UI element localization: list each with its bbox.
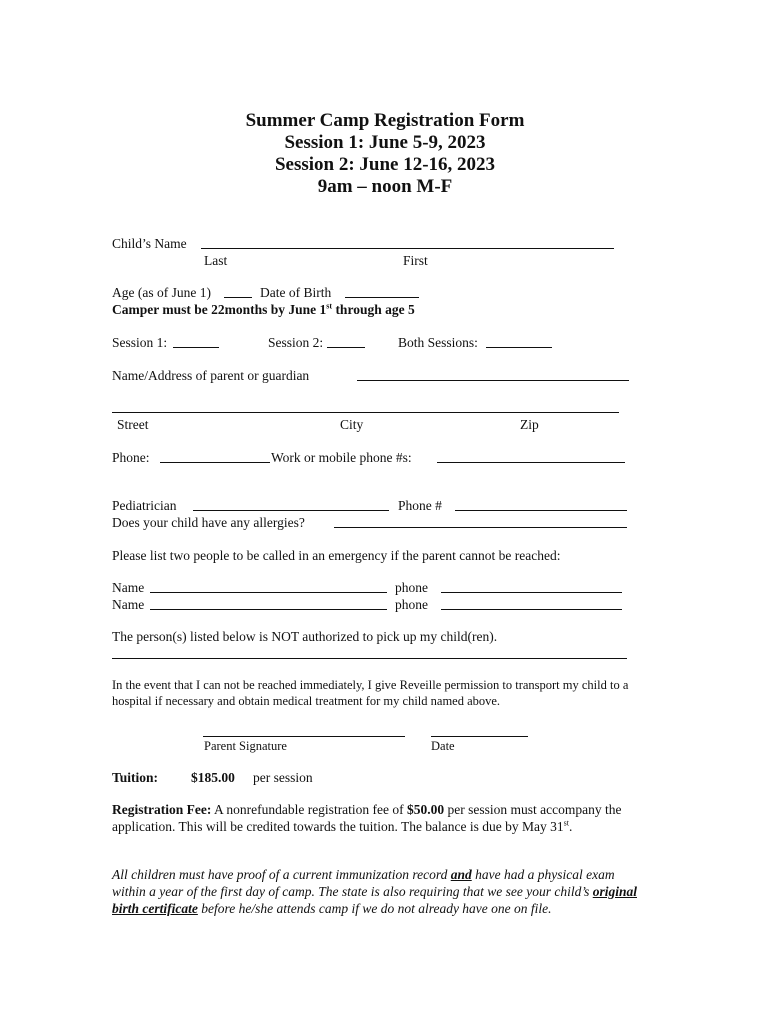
form-title: Summer Camp Registration Form bbox=[245, 110, 525, 131]
phone-label: Phone: bbox=[112, 450, 150, 465]
tuition-amount: $185.00 bbox=[191, 770, 235, 785]
emergency-phone-1-field[interactable] bbox=[441, 592, 622, 593]
allergies-label: Does your child have any allergies? bbox=[112, 515, 305, 530]
registration-fee-text-a: A nonrefundable registration fee of bbox=[211, 802, 408, 817]
street-caption: Street bbox=[117, 417, 149, 432]
emergency-name-1-label: Name bbox=[112, 580, 145, 595]
session-2-label: Session 2: bbox=[268, 335, 324, 350]
work-phone-field[interactable] bbox=[437, 462, 625, 463]
session-1-field[interactable] bbox=[173, 347, 219, 348]
session-2-dates: Session 2: June 12-16, 2023 bbox=[274, 154, 496, 175]
age-requirement-tail: through age 5 bbox=[332, 302, 415, 317]
not-authorized-field[interactable] bbox=[112, 658, 627, 659]
tuition-label: Tuition: bbox=[112, 770, 159, 785]
emergency-phone-2-label: phone bbox=[395, 597, 428, 612]
notice-and: and bbox=[450, 867, 472, 882]
work-phone-label: Work or mobile phone #s: bbox=[271, 450, 412, 465]
city-caption: City bbox=[340, 417, 364, 432]
address-field[interactable] bbox=[112, 412, 619, 413]
notice-text-a: All children must have proof of a current immunization record bbox=[112, 867, 451, 882]
parent-name-address-label: Name/Address of parent or guardian bbox=[112, 368, 310, 383]
age-requirement-text: Camper must be 22months by June 1 bbox=[112, 302, 327, 317]
registration-fee-paragraph bbox=[112, 801, 647, 835]
age-requirement-sup: st bbox=[326, 301, 333, 311]
session-1-dates: Session 1: June 5-9, 2023 bbox=[284, 132, 486, 153]
session-1-label: Session 1: bbox=[112, 335, 168, 350]
parent-name-field[interactable] bbox=[357, 380, 629, 381]
childs-name-field[interactable] bbox=[201, 248, 614, 249]
emergency-name-2-label: Name bbox=[112, 597, 145, 612]
not-authorized-label: The person(s) listed below is NOT authorized to pick up my child(ren). bbox=[112, 629, 498, 644]
notice-text-c: before he/she attends camp if we do not already have one on file. bbox=[197, 901, 552, 916]
signature-field[interactable] bbox=[203, 736, 405, 737]
first-name-caption: First bbox=[403, 253, 428, 268]
immunization-notice bbox=[112, 866, 647, 917]
tuition-per-session: per session bbox=[253, 770, 313, 785]
signature-caption: Parent Signature bbox=[204, 739, 287, 753]
notice-text-b: have had a physical exam within a year of the first day of camp. The state is also requiring that we see your child’s bbox=[112, 867, 615, 899]
age-field[interactable] bbox=[224, 297, 252, 298]
date-caption: Date bbox=[431, 739, 455, 753]
registration-fee-text-b: per session must accompany the application. This will be credited towards the tuition. The balance is due by May 31 bbox=[112, 802, 622, 834]
registration-fee-amount: $50.00 bbox=[407, 802, 445, 817]
pediatrician-phone-label: Phone # bbox=[398, 498, 442, 513]
consent-text: In the event that I can not be reached immediately, I give Reveille permission to transport my child to a hospital if necessary and obtain medical treatment for my child named above. bbox=[112, 678, 629, 708]
emergency-name-2-field[interactable] bbox=[150, 609, 387, 610]
notice-original-birth-certificate: original birth certificate bbox=[112, 884, 637, 916]
last-name-caption: Last bbox=[204, 253, 228, 268]
registration-fee-label: Registration Fee: bbox=[112, 802, 212, 817]
registration-fee-text-c: . bbox=[569, 819, 573, 834]
dob-field[interactable] bbox=[345, 297, 419, 298]
signature-date-field[interactable] bbox=[431, 736, 528, 737]
age-label: Age (as of June 1) bbox=[112, 285, 211, 300]
pediatrician-field[interactable] bbox=[193, 510, 389, 511]
pediatrician-label: Pediatrician bbox=[112, 498, 177, 513]
emergency-phone-1-label: phone bbox=[395, 580, 428, 595]
phone-field[interactable] bbox=[160, 462, 270, 463]
both-sessions-label: Both Sessions: bbox=[398, 335, 478, 350]
emergency-instructions: Please list two people to be called in an emergency if the parent cannot be reached: bbox=[112, 548, 561, 563]
pediatrician-phone-field[interactable] bbox=[455, 510, 627, 511]
emergency-name-1-field[interactable] bbox=[150, 592, 387, 593]
emergency-phone-2-field[interactable] bbox=[441, 609, 622, 610]
both-sessions-field[interactable] bbox=[486, 347, 552, 348]
zip-caption: Zip bbox=[520, 417, 539, 432]
age-requirement bbox=[112, 301, 415, 318]
session-2-field[interactable] bbox=[327, 347, 365, 348]
dob-label: Date of Birth bbox=[260, 285, 332, 300]
allergies-field[interactable] bbox=[334, 527, 627, 528]
childs-name-label: Child’s Name bbox=[112, 236, 187, 251]
camp-hours: 9am – noon M-F bbox=[317, 176, 453, 197]
registration-fee-sup: st bbox=[563, 818, 569, 828]
